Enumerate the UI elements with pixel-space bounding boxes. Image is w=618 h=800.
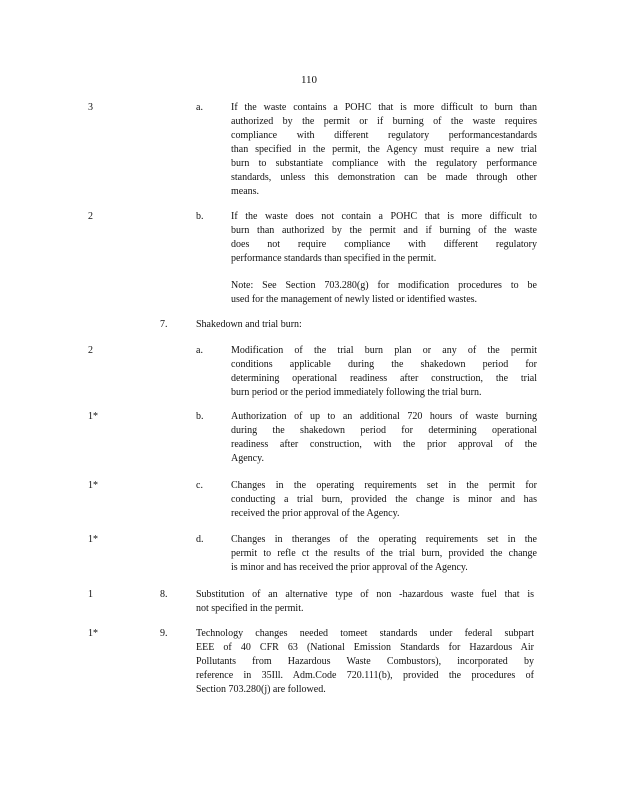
modification-class: 1* [88,411,98,422]
modification-item [0,627,618,701]
text-line: Authorization of up to an additional 720 hours of waste burning [231,411,537,422]
text-line: standards, unless this demonstration can be made through other [231,172,537,183]
text-line: Note: See Section 703.280(g) for modification procedures to be [231,280,537,291]
text-line: compliance with different regulatory performancestandards [231,130,537,141]
text-line: burn than authorized by the permit and if burning of the waste [231,225,537,236]
item-text [196,588,534,616]
text-line: burn to substantiate compliance with the regulatory performance [231,158,537,169]
text-line: Substitution of an alternative type of non -hazardous waste fuel that is [196,589,534,600]
text-line: does not require compliance with different regulatory [231,239,537,250]
text-line: burn period or the period immediately following the trial burn. [231,387,482,398]
note-text [231,279,537,307]
heading-text [196,318,534,332]
section-heading [0,318,618,334]
text-line: Changes in the operating requirements set in the permit for [231,480,537,491]
text-line: Changes in theranges of the operating requirements set in the [231,534,537,545]
text-line: If the waste does not contain a POHC that is more difficult to [231,211,537,222]
text-line: readiness after construction, with the prior approval of the [231,439,537,450]
modification-class: 1* [88,480,98,491]
page-number: 110 [300,74,318,86]
item-number: 8. [160,589,168,600]
item-letter: c. [196,480,203,491]
text-line: conditions applicable during the shakedown period for [231,359,537,370]
modification-class: 1 [88,589,93,600]
item-text [231,101,537,199]
text-line: Shakedown and trial burn: [196,319,302,330]
item-letter: a. [196,102,203,113]
item-letter: b. [196,411,204,422]
modification-class: 3 [88,102,93,113]
text-line: Agency. [231,453,264,464]
text-line: performance standards than specified in the permit. [231,253,437,264]
item-text [231,344,537,400]
modification-class: 1* [88,628,98,639]
text-line: used for the management of newly listed or identified wastes. [231,294,478,305]
modification-item [0,344,618,404]
modification-item [0,588,618,618]
modification-class: 1* [88,534,98,545]
item-text [231,479,537,521]
item-letter: b. [196,211,204,222]
item-number: 7. [160,319,168,330]
item-letter: a. [196,345,203,356]
modification-item [0,101,618,201]
text-line: is minor and has received the prior approval of the Agency. [231,562,468,573]
text-line: Section 703.280(j) are followed. [196,684,326,695]
text-line: than specified in the permit, the Agency must require a new trial [231,144,537,155]
modification-item [0,210,618,270]
modification-item [0,533,618,579]
item-text [231,210,537,266]
text-line: during the shakedown period for determining operational [231,425,537,436]
modification-item [0,479,618,525]
text-line: not specified in the permit. [196,603,304,614]
text-line: permit to refle ct the results of the trial burn, provided the change [231,548,537,559]
text-line: reference in 35Ill. Adm.Code 720.111(b), provided the procedures of [196,670,534,681]
modification-class: 2 [88,211,93,222]
item-number: 9. [160,628,168,639]
text-line: EEE of 40 CFR 63 (National Emission Standards for Hazardous Air [196,642,534,653]
item-text [231,410,537,466]
text-line: Pollutants from Hazardous Waste Combustors), incorporated by [196,656,534,667]
text-line: If the waste contains a POHC that is more difficult to burn than [231,102,537,113]
text-line: conducting a trial burn, provided the change is minor and has [231,494,537,505]
text-line: received the prior approval of the Agency. [231,508,400,519]
item-text [196,627,534,697]
modification-item [0,410,618,470]
text-line: authorized by the permit or if burning of the waste requires [231,116,537,127]
text-line: Modification of the trial burn plan or any of the permit [231,345,537,356]
note-block [0,279,618,309]
item-text [231,533,537,575]
item-letter: d. [196,534,204,545]
text-line: determining operational readiness after construction, the trial [231,373,537,384]
text-line: means. [231,186,260,197]
modification-class: 2 [88,345,93,356]
text-line: Technology changes needed tomeet standards under federal subpart [196,628,534,639]
